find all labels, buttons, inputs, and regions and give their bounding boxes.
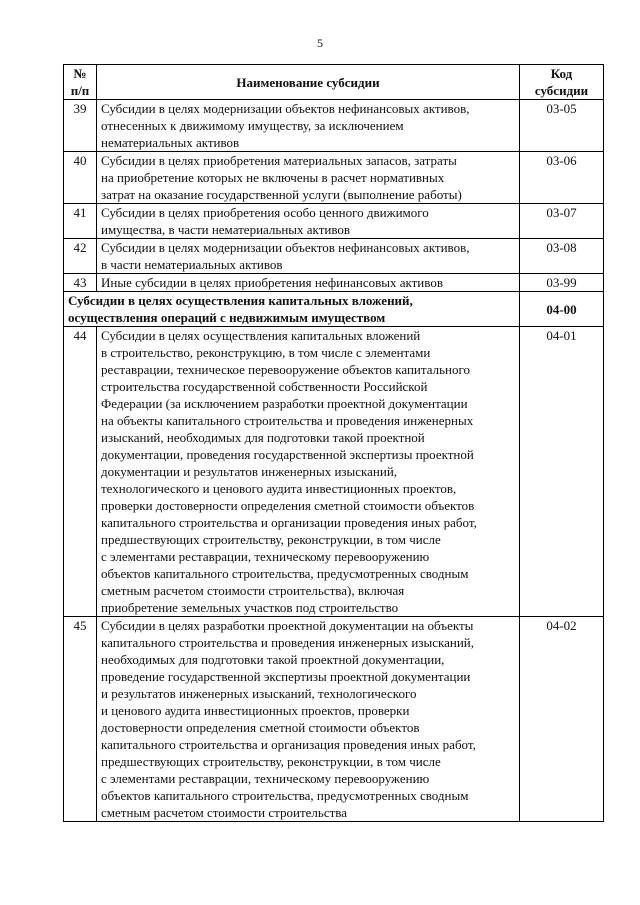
row-name: Субсидии в целях осуществления капитальных вложений в строительство, реконструкцию, в том числе с элементами реставрации, техническое перевооружение объектов капитального строительства государственной собственности Российской Федерации (за исключением разработки проектной документации на объекты капитального строительства и проведения инженерных изысканий, необходимых для подготовки такой проектной документации, проведения государственной экспертизы проектной документации и результатов инженерных изысканий, технологического и ценового аудита инвестиционных проектов, проверки достоверности определения сметной стоимости объектов капитального строительства и организации проведения иных работ, предшествующих строительству, реконструкции, в том числе с элементами реставрации, техническому перевооружению объектов капитального строительства, предусмотренных сводным сметным расчетом стоимости строительства), включая приобретение земельных участков под строительство [97,327,520,617]
row-num: 42 [64,239,97,274]
table-row [64,327,604,617]
row-code: 04-01 [520,327,604,617]
row-name: Субсидии в целях приобретения материальных запасов, затраты на приобретение которых не включены в расчет нормативных затрат на оказание государственной услуги (выполнение работы) [97,152,520,204]
section-code: 04-00 [520,292,604,327]
row-num: 43 [64,274,97,292]
subsidy-table [63,64,604,822]
table-row [64,274,604,292]
row-name: Субсидии в целях разработки проектной документации на объекты капитального строительства и проведения инженерных изысканий, необходимых для подготовки такой проектной документации, проведение государственной экспертизы проектной документации и результатов инженерных изысканий, технологического и ценового аудита инвестиционных проектов, проверки достоверности определения сметной стоимости объектов капитального строительства и организация проведения иных работ, предшествующих строительству, реконструкции, в том числе с элементами реставрации, техническому перевооружению объектов капитального строительства, предусмотренных сводным сметным расчетом стоимости строительства [97,617,520,822]
section-row [64,292,604,327]
header-num: № п/п [64,65,97,100]
row-code: 03-08 [520,239,604,274]
table-row [64,617,604,822]
row-code: 04-02 [520,617,604,822]
table-row [64,204,604,239]
row-code: 03-05 [520,100,604,152]
row-name: Субсидии в целях модернизации объектов нефинансовых активов, в части нематериальных активов [97,239,520,274]
row-name: Субсидии в целях модернизации объектов нефинансовых активов, отнесенных к движимому имуществу, за исключением нематериальных активов [97,100,520,152]
row-num: 45 [64,617,97,822]
header-code: Код субсидии [520,65,604,100]
table-row [64,100,604,152]
section-name: Субсидии в целях осуществления капитальных вложений, осуществления операций с недвижимым имуществом [64,292,520,327]
row-num: 39 [64,100,97,152]
header-name: Наименование субсидии [97,65,520,100]
row-code: 03-06 [520,152,604,204]
table-header-row [64,65,604,100]
row-num: 44 [64,327,97,617]
row-num: 40 [64,152,97,204]
table-row [64,239,604,274]
table-row [64,152,604,204]
row-name: Субсидии в целях приобретения особо ценного движимого имущества, в части нематериальных активов [97,204,520,239]
page-number: 5 [317,36,323,50]
row-code: 03-07 [520,204,604,239]
row-num: 41 [64,204,97,239]
row-name: Иные субсидии в целях приобретения нефинансовых активов [97,274,520,292]
row-code: 03-99 [520,274,604,292]
